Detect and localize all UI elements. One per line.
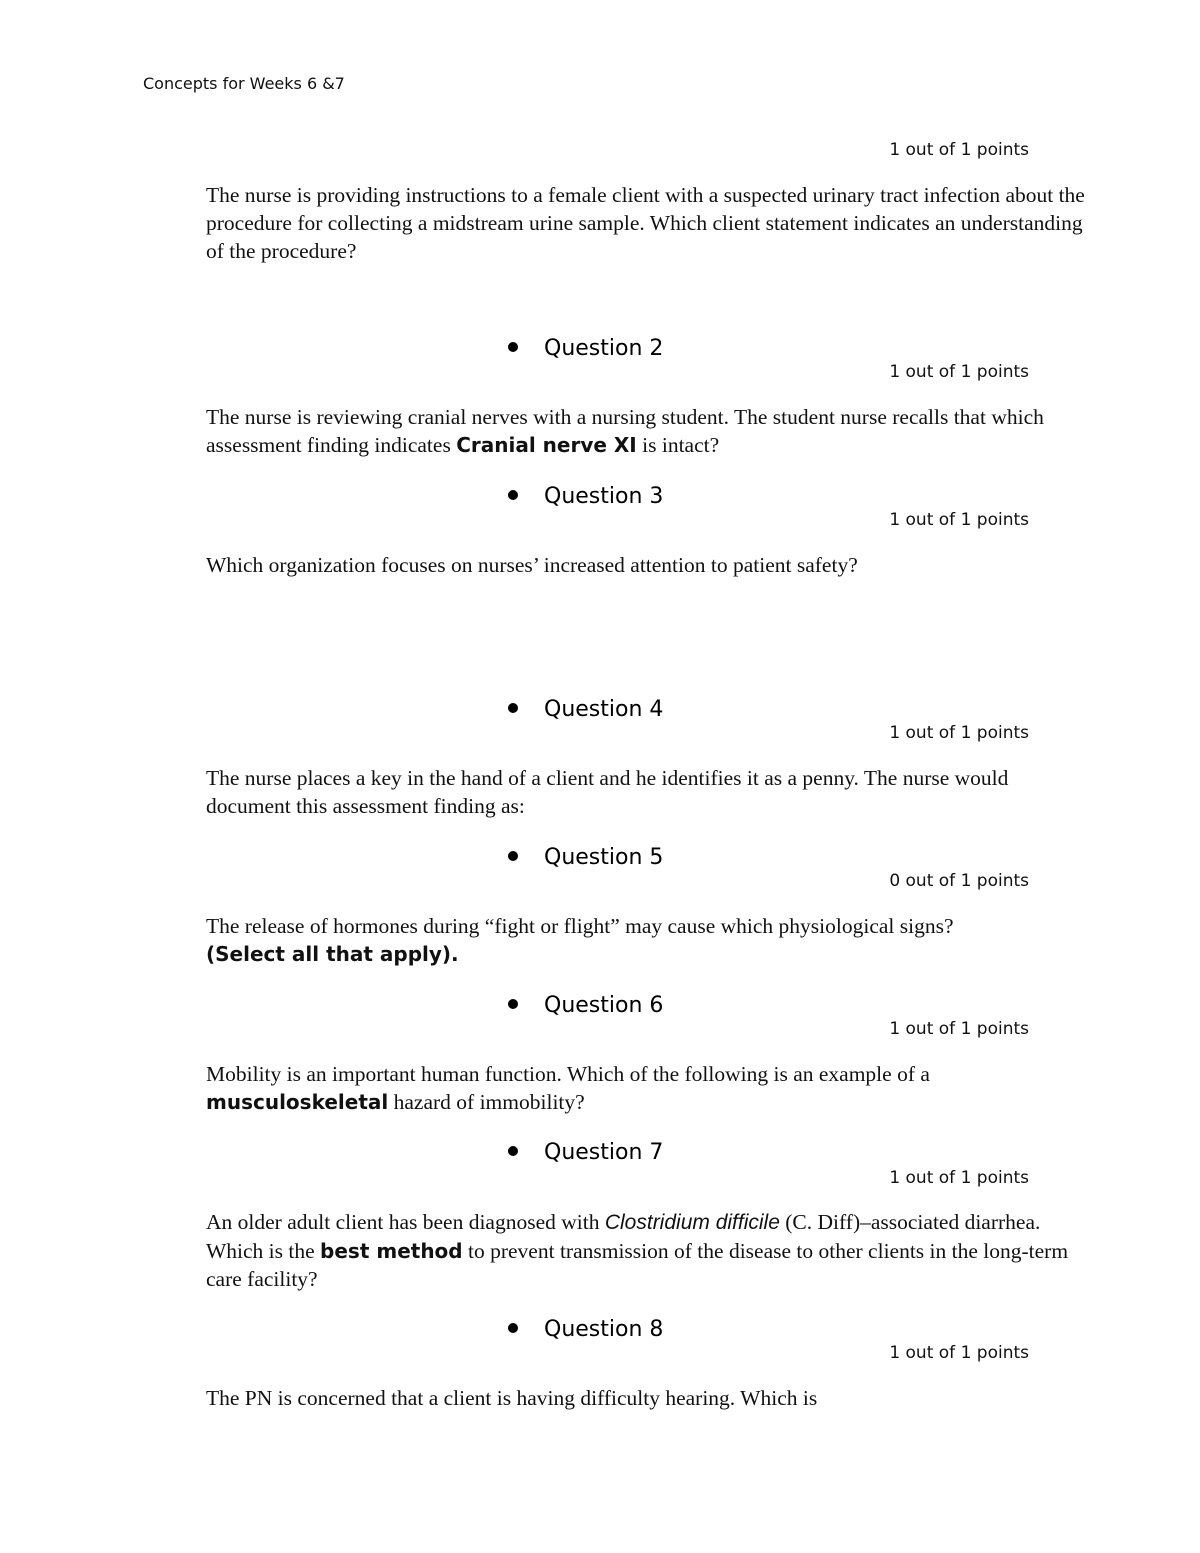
question-7-text-part: (C. Diff)–associated diarrhea. Which is the xyxy=(206,1210,1041,1263)
question-1-points: 1 out of 1 points xyxy=(889,140,1029,160)
question-4-heading xyxy=(508,696,663,724)
bullet-icon xyxy=(508,490,518,500)
bullet-icon xyxy=(508,1146,518,1156)
question-5-heading-label: Question 5 xyxy=(544,845,664,870)
question-6-emphasis: musculoskeletal xyxy=(206,1090,389,1114)
question-5-text-part: The release of hormones during “fight or flight” may cause which physiological signs? xyxy=(206,914,954,938)
question-8-points: 1 out of 1 points xyxy=(889,1343,1029,1363)
question-5-emphasis: (Select all that apply). xyxy=(206,942,459,966)
question-5-heading xyxy=(508,844,663,872)
bullet-icon xyxy=(508,851,518,861)
question-7-points: 1 out of 1 points xyxy=(889,1168,1029,1188)
question-1-text-part: The nurse is providing instructions to a female client with a suspected urinary tract infection about the procedure for collecting a midstream urine sample. Which client statement indicates an understanding of the procedure? xyxy=(206,183,1085,263)
question-2-points: 1 out of 1 points xyxy=(889,362,1029,382)
question-7-italic: Clostridium difficile xyxy=(604,1211,780,1234)
question-6-heading xyxy=(508,992,663,1020)
bullet-icon xyxy=(508,703,518,713)
document-header: Concepts for Weeks 6 &7 xyxy=(143,74,345,93)
bullet-icon xyxy=(508,1323,518,1333)
question-8-text-part: The PN is concerned that a client is having difficulty hearing. Which is xyxy=(206,1386,818,1410)
question-4-text xyxy=(206,764,1036,820)
question-3-heading xyxy=(508,483,663,511)
question-2-text-part: is intact? xyxy=(636,433,720,457)
question-3-text xyxy=(206,551,1086,579)
question-7-heading xyxy=(508,1139,663,1167)
question-3-heading-label: Question 3 xyxy=(544,484,664,509)
question-4-heading-label: Question 4 xyxy=(544,697,664,722)
bullet-icon xyxy=(508,999,518,1009)
question-2-text xyxy=(206,403,1086,459)
question-6-text-part: hazard of immobility? xyxy=(388,1090,585,1114)
question-7-emphasis: best method xyxy=(320,1239,463,1263)
question-2-heading-label: Question 2 xyxy=(544,336,664,361)
question-8-heading xyxy=(508,1316,663,1344)
question-7-text-part: to prevent transmission of the disease to other clients in the long-term care facility? xyxy=(206,1239,1069,1291)
question-8-text xyxy=(206,1384,1086,1412)
question-3-points: 1 out of 1 points xyxy=(889,510,1029,530)
question-4-points: 1 out of 1 points xyxy=(889,723,1029,743)
question-2-emphasis: Cranial nerve XI xyxy=(456,433,637,457)
question-3-text-part: Which organization focuses on nurses’ increased attention to patient safety? xyxy=(206,553,858,577)
question-2-text-part: The nurse is reviewing cranial nerves with a nursing student. The student nurse recalls that which assessment finding indicates xyxy=(206,405,1044,457)
question-5-points: 0 out of 1 points xyxy=(889,871,1029,891)
question-2-heading xyxy=(508,335,663,363)
question-7-heading-label: Question 7 xyxy=(544,1140,664,1165)
question-4-text-part: The nurse places a key in the hand of a client and he identifies it as a penny. The nurse would document this assessment finding as: xyxy=(206,766,1009,818)
question-1-text xyxy=(206,181,1086,265)
question-7-text xyxy=(206,1208,1086,1293)
question-8-heading-label: Question 8 xyxy=(544,1317,664,1342)
question-5-text xyxy=(206,912,976,968)
question-6-points: 1 out of 1 points xyxy=(889,1019,1029,1039)
question-6-heading-label: Question 6 xyxy=(544,993,664,1018)
bullet-icon xyxy=(508,342,518,352)
question-6-text-part: Mobility is an important human function. Which of the following is an example of a xyxy=(206,1062,930,1086)
question-6-text xyxy=(206,1060,996,1116)
question-7-text-part: An older adult client has been diagnosed with xyxy=(206,1210,605,1234)
